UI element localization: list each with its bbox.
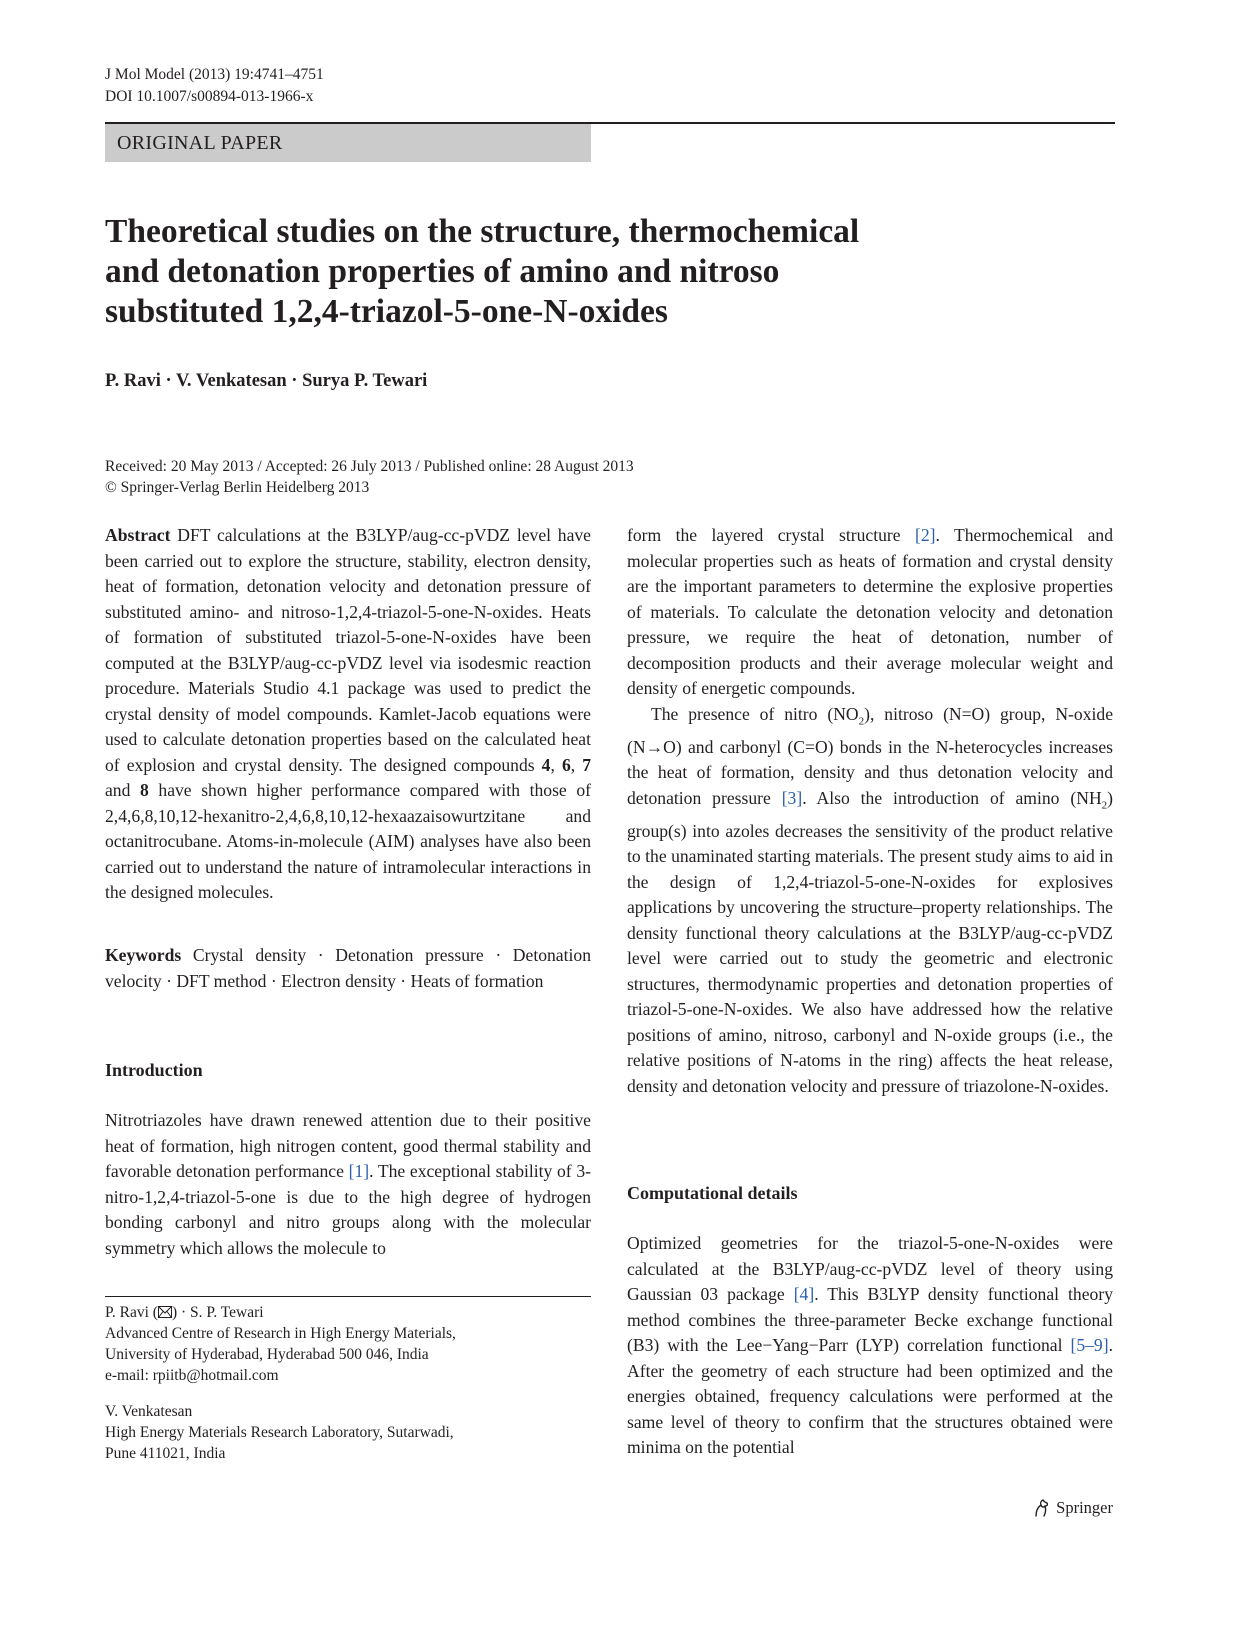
abstract-text: DFT calculations at the B3LYP/aug-cc-pVDZ level have been carried out to explore the structure, stability, electron density, heat of formation, detonation velocity and detonation pressure of substituted amino- and nitroso-1,2,4-triazol-5-one-N-oxides. Heats of formation of substituted triazol-5-one-N-oxides have been computed at the B3LYP/aug-cc-pVDZ level via isodesmic reaction procedure. Materials Studio 4.1 package was used to predict the crystal density of model compounds. Kamlet-Jacob equations were used to calculate detonation properties based on the calculated heat of explosion and crystal density. The designed compounds [105, 525, 591, 775]
abstract-text: and [105, 780, 140, 800]
computational-heading: Computational details [627, 1183, 798, 1203]
publisher-name: Springer [1056, 1498, 1113, 1517]
paper-title [105, 212, 1005, 332]
intro-text: . Also the introduction of amino (NH [802, 787, 1102, 808]
journal-header [105, 64, 324, 108]
affiliation-line: University of Hyderabad, Hyderabad 500 046, India [105, 1346, 429, 1363]
corresponding-author-rest: ) · S. P. Tewari [171, 1304, 264, 1321]
copyright [105, 477, 634, 498]
author-separator: · [160, 371, 176, 391]
subscript: 2 [858, 715, 865, 728]
intro-text: . The exceptional stability of 3-nitro-1,2,4-triazol-5-one is due to the high degree of hydrogen bonding carbonyl and nitro groups along with the molecular symmetry which allows the molecule to [105, 1161, 591, 1258]
affiliation-line: High Energy Materials Research Laboratory, Sutarwadi, [105, 1424, 454, 1441]
compound-6: 6 [561, 754, 571, 775]
computational-paragraph [627, 1231, 1113, 1461]
doi: DOI 10.1007/s00894-013-1966-x [105, 88, 314, 105]
footnote-rule [105, 1296, 591, 1297]
compound-8: 8 [140, 780, 149, 800]
intro-text: ) group(s) into azoles decreases the sensitivity of the product relative to the unaminated starting materials. The present study aims to aid in the design of 1,2,4-triazol-5-one-N-oxides for explosives applications by uncovering the structure–property relationships. The density functional theory calculations at the B3LYP/aug-cc-pVDZ level were carried out to study the geometric and electronic structures, thermodynamic properties and detonation properties of triazol-5-one-N-oxides. We also have addressed how the relative positions of amino, nitroso, carbonyl and N-oxide groups (i.e., the relative positions of N-atoms in the ring) affects the heat release, density and detonation velocity and pressure of triazolone-N-oxides. [627, 787, 1114, 1096]
affiliation-line: Pune 411021, India [105, 1445, 226, 1462]
author-separator: · [286, 371, 303, 391]
abstract [105, 523, 591, 906]
introduction-paragraph [105, 1108, 591, 1261]
intro-text: The presence of nitro (NO [651, 703, 859, 724]
comp-text: . After the geometry of each structure had been optimized and the energies obtained, frequency calculations were performed at the same level of theory to confirm that the structures obtained were minima on the potential [627, 1335, 1113, 1457]
copyright-icon: © [105, 479, 117, 496]
keywords-label: Keywords [105, 945, 182, 965]
email[interactable]: e-mail: rpiitb@hotmail.com [105, 1367, 279, 1384]
affiliation-line: Advanced Centre of Research in High Energy Materials, [105, 1325, 456, 1342]
intro-text: Nitrotriazoles have drawn renewed attention due to their positive heat of formation, high nitrogen content, good thermal stability and favorable detonation performance [105, 1110, 591, 1181]
section-banner: ORIGINAL PAPER [105, 124, 591, 162]
title-line-1: Theoretical studies on the structure, thermochemical [105, 213, 860, 250]
copyright-text: Springer-Verlag Berlin Heidelberg 2013 [116, 479, 370, 496]
abstract-text: , [570, 754, 583, 775]
publisher-logo [1032, 1498, 1113, 1518]
intro-continued [627, 523, 1113, 1099]
intro-text: form the layered crystal structure [627, 525, 915, 545]
introduction-heading: Introduction [105, 1060, 203, 1080]
citation-link[interactable]: [1] [348, 1161, 370, 1181]
author-2: V. Venkatesan [175, 371, 287, 391]
author-1: P. Ravi [105, 371, 161, 391]
title-line-3: substituted 1,2,4-triazol-5-one-N-oxides [105, 293, 668, 330]
footnote-affiliation-1 [105, 1302, 456, 1386]
compound-4: 4 [541, 754, 551, 775]
comp-text: Optimized geometries for the triazol-5-one-N-oxides were calculated at the B3LYP/aug-cc-pVDZ level of theory using Gaussian 03 package [627, 1233, 1113, 1304]
compound-7: 7 [582, 754, 591, 775]
keywords [105, 943, 591, 994]
citation-link[interactable]: [5–9] [1070, 1335, 1109, 1355]
publication-dates [105, 456, 634, 498]
comp-text: . This B3LYP density functional theory method combines the three-parameter Becke exchange functional (B3) with the Lee−Yang−Parr (LYP) correlation functional [627, 1284, 1113, 1355]
footnote-affiliation-2 [105, 1401, 454, 1464]
envelope-icon [158, 1306, 172, 1318]
intro-text: ), nitroso (N=O) group, N-oxide (N→O) and carbonyl (C=O) bonds in the N-heterocycles increases the heat of formation, density and thus detonation velocity and detonation pressure [627, 703, 1114, 808]
citation-link[interactable]: [4] [793, 1284, 815, 1304]
keywords-text: Crystal density · Detonation pressure · Detonation velocity · DFT method · Electron density · Heats of formation [105, 945, 591, 991]
journal-citation: J Mol Model (2013) 19:4741–4751 [105, 66, 324, 83]
subscript: 2 [1101, 799, 1108, 812]
author-list [105, 371, 427, 392]
springer-horse-icon [1032, 1498, 1052, 1518]
author-name: V. Venkatesan [105, 1403, 193, 1420]
citation-link[interactable]: [2] [914, 525, 936, 545]
intro-text: . Thermochemical and molecular properties such as heats of formation and crystal density are the important parameters to determine the explosive properties of materials. To calculate the detonation velocity and detonation pressure, we require the heat of detonation, number of decomposition products and their average molecular weight and density of energetic compounds. [627, 525, 1113, 698]
abstract-text: have shown higher performance compared with those of 2,4,6,8,10,12-hexanitro-2,4,6,8,10,12-hexaazaisowurtzitane and octanitrocubane. Atoms-in-molecule (AIM) analyses have also been carried out to understand the nature of intramolecular interactions in the designed molecules. [105, 780, 591, 902]
citation-link[interactable]: [3] [781, 787, 803, 808]
title-line-2: and detonation properties of amino and nitroso [105, 253, 780, 290]
received-accepted-published: Received: 20 May 2013 / Accepted: 26 July 2013 / Published online: 28 August 2013 [105, 458, 634, 475]
corresponding-author: P. Ravi ( [105, 1304, 158, 1321]
author-3: Surya P. Tewari [302, 371, 428, 391]
abstract-label: Abstract [105, 525, 171, 545]
abstract-text: , [550, 754, 562, 775]
